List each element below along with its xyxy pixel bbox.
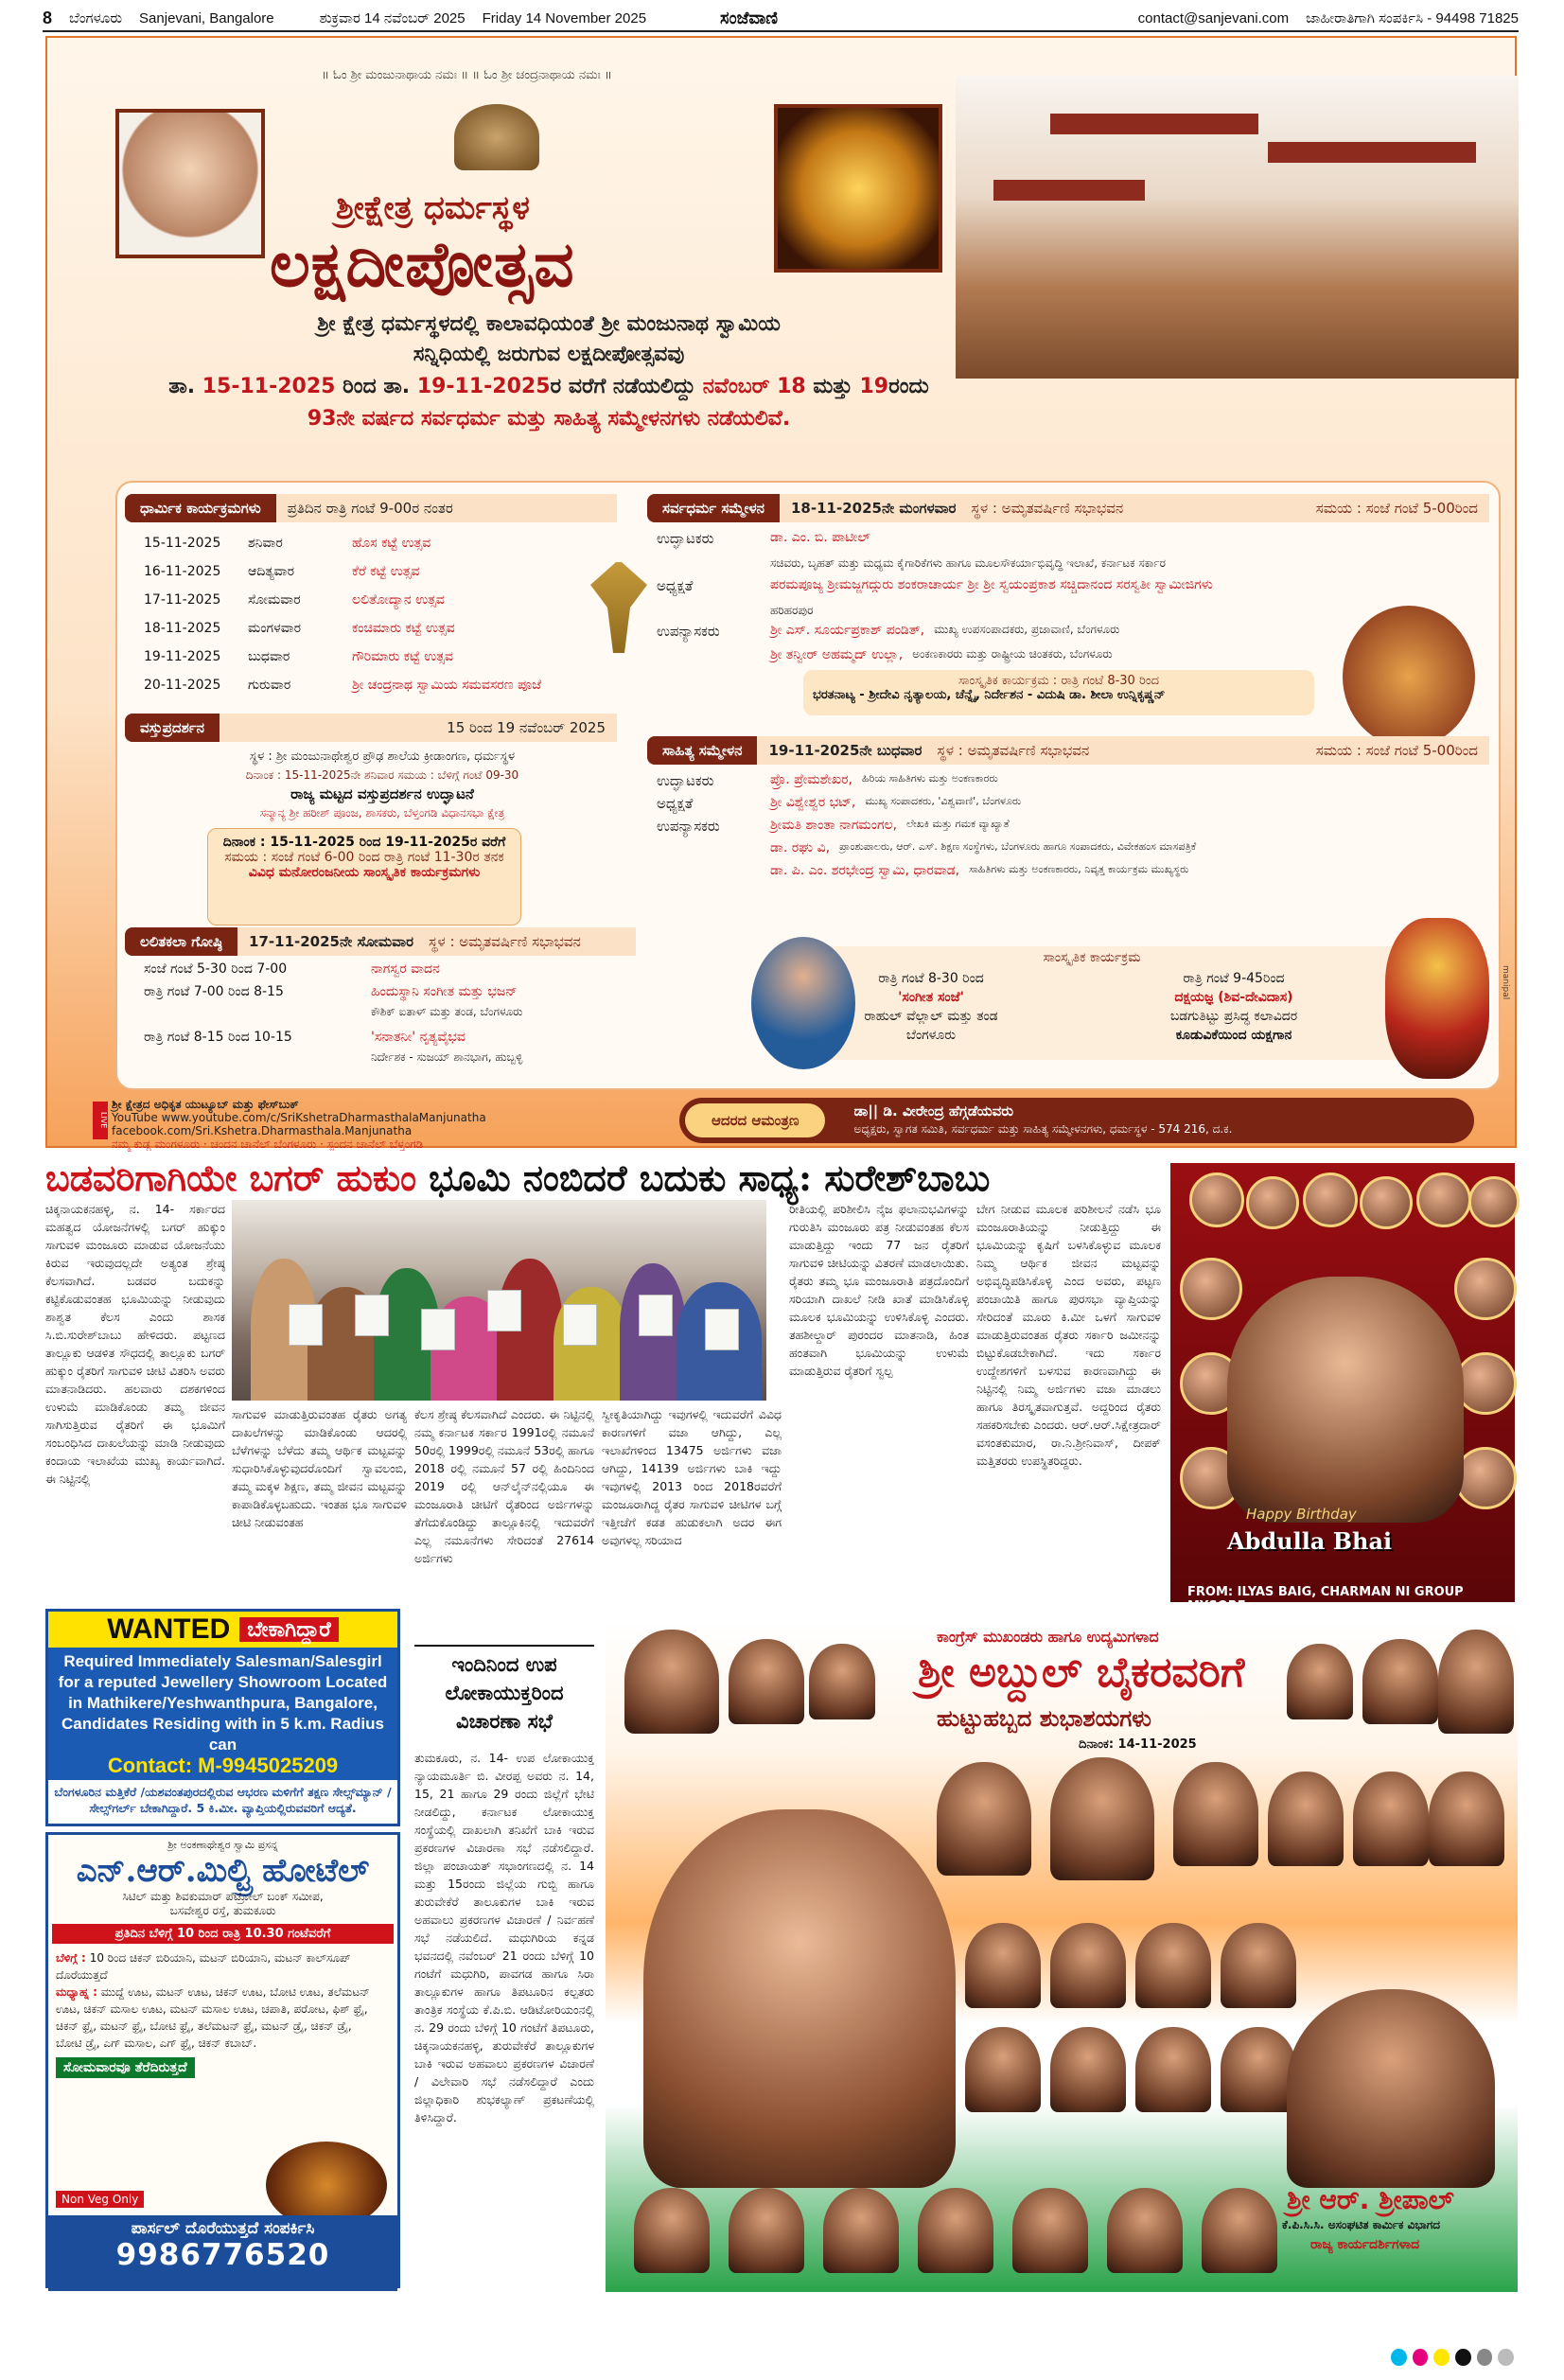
- religious-day: ಶನಿವಾರ: [248, 536, 283, 551]
- hotel-phone[interactable]: 9986776520: [115, 2238, 330, 2272]
- tagline-1: ಶ್ರೀ ಕ್ಷೇತ್ರ ಧರ್ಮಸ್ಥಳದಲ್ಲಿ ಕಾಲಾವಧಿಯಂತೆ ಶ್ರೀ ಮಂಜುನಾಥ ಸ್ವಾಮಿಯ: [317, 312, 781, 336]
- sahitya-detail: ಹಿರಿಯ ಸಾಹಿತಿಗಳು ಮತ್ತು ಅಂಕಣಕಾರರು: [861, 772, 998, 785]
- religious-event: ಶ್ರೀ ಚಂದ್ರನಾಥ ಸ್ವಾಮಿಯ ಸಮವಸರಣ ಪೂಜೆ: [352, 678, 542, 693]
- social-links[interactable]: ಶ್ರೀ ಕ್ಷೇತ್ರದ ಅಧಿಕೃತ ಯುಟ್ಯೂಬ್ ಮತ್ತು ಫೇಸ್‌ಬುಕ್ YouTube www.youtube.com/c/SriKshetraDharmasthalaManjunatha facebook.com/Sri.Kshetra.Dharmasthala.Manjunatha ನಮ್ಮ ಕುಡ್ಲ ಮಂಗಳೂರು · ಚಂದನ ಚಾನೆಲ್ ಬೆಂಗಳೂರು · ಸ್ಪಂದನ ಚಾನೆಲ್ ಬೆಳ್ತಂಗಡಿ: [112, 1098, 486, 1151]
- masthead-ads-contact: ಜಾಹೀರಾತಿಗಾಗಿ ಸಂಪರ್ಕಿಸಿ - 94498 71825: [1306, 9, 1519, 26]
- lokayukta-headline: ಇಂದಿನಿಂದ ಉಪ ಲೋಕಾಯುಕ್ತರಿಂದ ವಿಚಾರಣಾ ಸಭೆ: [414, 1645, 594, 1736]
- sahitya-person: ಪ್ರೊ. ಪ್ರೇಮಶೇಖರ,: [770, 772, 852, 787]
- sarvadharma-row: [657, 577, 1470, 618]
- tagline-3: ತಾ. 15-11-2025 ರಿಂದ ತಾ. 19-11-2025ರ ವರೆಗೆ ನಡೆಯಲಿದ್ದು ನವೆಂಬರ್ 18 ಮತ್ತು 19ರಂದು: [168, 375, 929, 398]
- yakshagana-photo: [1385, 918, 1489, 1079]
- religious-date: 15-11-2025: [144, 536, 221, 551]
- wanted-title: WANTED: [107, 1613, 231, 1645]
- article-headline: ಬಡವರಿಗಾಗಿಯೇ ಬಗರ್ ಹುಕುಂ ಭೂಮಿ ನಂಬಿದರೆ ಬದುಕು ಸಾಧ್ಯ: ಸುರೇಶ್‌ಬಾಬು: [45, 1156, 991, 1199]
- article-column-5: ರೀತಿಯಲ್ಲಿ ಪರಿಶೀಲಿಸಿ ನೈಜ ಫಲಾನುಭವಿಗಳನ್ನು ಗುರುತಿಸಿ ಮಂಜೂರು ಪತ್ರ ನೀಡುವಂತಹ ಕೆಲಸ ಮಾಡುತ್ತಿದ್ದು ಇಂದು 77 ಜನ ರೈತರಿಗೆ ಸಾಗುವಳಿ ಚೀಟಿಯನ್ನು ವಿತರಣೆ ಮಾಡಲಾಯಿತು. ರೈತರು ತಮ್ಮ ಭೂ ಮಂಜೂರಾತಿ ಪತ್ರದೊಂದಿಗೆ ಸರಿಯಾಗಿ ದಾಖಲೆ ನೀಡಿ ಖಾತೆ ಮಾಡಿಸಿಕೊಳ್ಳಿ ಮೂಲಕ ಭೂಮಿಯನ್ನು ಉಳಿಸಿಕೊಳ್ಳಿ ಎಂದರು. ತಹಶೀಲ್ದಾರ್ ಪುರಂದರ ಮಾತನಾಡಿ, ಹಿಂತ ಹಂತವಾಗಿ ಭೂಮಿಯನ್ನು ಉಳುಮೆ ಮಾಡುತ್ತಿರುವ ರೈತರಿಗೆ ಸ್ವಲ್ಪ: [789, 1202, 969, 1378]
- article-photo: [232, 1200, 766, 1401]
- religious-day: ಆದಿತ್ಯವಾರ: [248, 564, 294, 579]
- sahitya-row: [657, 863, 1470, 878]
- emblem-icon: [454, 104, 539, 170]
- masthead-date-kn: ಶುಕ್ರವಾರ 14 ನವೆಂಬರ್ 2025: [319, 9, 466, 26]
- sahitya-person: ಡಾ. ಪಿ. ಎಂ. ಶರಭೇಂದ್ರ ಸ್ವಾಮಿ, ಧಾರವಾಡ,: [770, 863, 960, 878]
- expo-band: ವಸ್ತುಪ್ರದರ್ಶನ 15 ರಿಂದ 19 ನವೆಂಬರ್ 2025: [125, 714, 617, 742]
- registration-marks: [1391, 2349, 1514, 2368]
- sarvadharma-row: [657, 530, 1470, 571]
- wanted-ad: [45, 1609, 400, 1826]
- lalitakala-event: ಹಿಂದುಸ್ಥಾನಿ ಸಂಗೀತ ಮತ್ತು ಭಜನ್: [371, 984, 518, 999]
- masthead-date-en: Friday 14 November 2025: [482, 9, 647, 26]
- religious-event: ಗೌರಿಮಾರು ಕಟ್ಟೆ ಉತ್ಸವ: [352, 649, 453, 664]
- lalitakala-row: [144, 1050, 522, 1065]
- sarvadharma-person: ಶ್ರೀ ಎಸ್. ಸೂರ್ಯಪ್ರಕಾಶ್ ಪಂಡಿತ್,: [770, 623, 925, 638]
- expo-guest: ಸನ್ಮಾನ್ಯ ಶ್ರೀ ಹರೀಶ್ ಪೂಂಜ, ಶಾಸಕರು, ಬೆಳ್ತಂಗಡಿ ವಿಧಾನಸಭಾ ಕ್ಷೇತ್ರ: [259, 806, 505, 820]
- live-badge: LIVE: [93, 1102, 108, 1139]
- lalitakala-event: ಕೌಶಿಕ್ ಐತಾಳ್ ಮತ್ತು ತಂಡ, ಬೆಂಗಳೂರು: [371, 1005, 523, 1018]
- sarvadharma-detail: ಅಂಕಣಕಾರರು ಮತ್ತು ರಾಷ್ಟ್ರೀಯ ಚಿಂತಕರು, ಬೆಂಗಳೂರು: [912, 647, 1113, 661]
- sahitya-person: ಡಾ. ರಘು ವಿ,: [770, 840, 831, 855]
- invocation: ॥ ಓಂ ಶ್ರೀ ಮಂಜುನಾಥಾಯ ನಮಃ ॥ ॥ ಓಂ ಶ್ರೀ ಚಂದ್ರನಾಥಾಯ ನಮಃ ॥: [322, 68, 612, 82]
- deity-photo: [774, 104, 942, 273]
- expo-venue: ಸ್ಥಳ : ಶ್ರೀ ಮಂಜುನಾಥೇಶ್ವರ ಪ್ರೌಢ ಶಾಲೆಯ ಕ್ರೀಡಾಂಗಣ, ಧರ್ಮಸ್ಥಳ: [249, 749, 516, 764]
- lalitakala-event: ನಾಗಸ್ವರ ವಾದನ: [371, 961, 440, 977]
- hotel-menu-afternoon: ಮಧ್ಯಾಹ್ನ : ಮುದ್ದೆ ಊಟ, ಮಟನ್ ಊಟ, ಚಿಕನ್ ಊಟ, ಬೋಟಿ ಊಟ, ತಲೆಮಟನ್ ಊಟ, ಚಿಕನ್ ಮಸಾಲ ಊಟ, ಮಟನ್ ಮಸಾಲ ಊಟ, ಚಪಾತಿ, ಪರೋಟ, ಫಿಶ್ ಫ್ರೈ, ಚಿಕನ್ ಫ್ರೈ, ಮಟನ್ ಫ್ರೈ, ಬೋಟಿ ಫ್ರೈ, ತಲೆಮಟನ್ ಫ್ರೈ, ಮಟನ್ ಡ್ರೈ, ಚಿಕನ್ ಡ್ರೈ, ಬೋಟಿ ಡ್ರೈ, ಎಗ್ ಮಸಾಲ, ಎಗ್ ಫ್ರೈ, ಚಿಕನ್ ಕಬಾಬ್.: [56, 1985, 370, 2050]
- portrait-photo: [115, 109, 265, 258]
- hotel-ad: [45, 1832, 400, 2288]
- sahitya-role: [657, 863, 761, 878]
- sahitya-detail: ಪ್ರಾಂಶುಪಾಲರು, ಆರ್. ಎಸ್. ಶಿಕ್ಷಣ ಸಂಸ್ಥೆಗಳು, ಬೆಂಗಳೂರು ಹಾಗೂ ಸಂಪಾದಕರು, ವಿವೇಕಹಂಸ ಮಾಸಪತ್ರಿಕೆ: [839, 840, 1197, 853]
- invitation-label: ಆದರದ ಆಮಂತ್ರಣ: [685, 1103, 825, 1137]
- greeting-ad: [606, 1620, 1518, 2292]
- sahitya-cultural: ಸಾಂಸ್ಕೃತಿಕ ಕಾರ್ಯಕ್ರಮ ರಾತ್ರಿ ಗಂಟೆ 8-30 ರಿಂದ 'ಸಂಗೀತ ಸಂಜೆ' ರಾಹುಲ್ ವೆಲ್ಲಾಲ್ ಮತ್ತು ತಂಡ ಬೆಂಗಳೂರು ರಾತ್ರಿ ಗಂಟೆ 9-45ರಿಂದ ದಕ್ಷಯಜ್ಞ (ಶಿವ-ದೇವಿದಾಸ) ಬಡಗುತಿಟ್ಟು ಪ್ರಸಿದ್ಧ ಕಲಾವಿದರ ಕೂಡುವಿಕೆಯಿಂದ ಯಕ್ಷಗಾನ: [770, 946, 1414, 1060]
- festival-title: ಲಕ್ಷದೀಪೋತ್ಸವ: [270, 227, 575, 301]
- sahitya-row: [657, 840, 1470, 855]
- religious-date: 19-11-2025: [144, 649, 221, 664]
- tagline-2: ಸನ್ನಿಧಿಯಲ್ಲಿ ಜರುಗುವ ಲಕ್ಷದೀಪೋತ್ಸವವು: [413, 343, 685, 366]
- hotel-address-2: ಬಸವೇಶ್ವರ ರಸ್ತೆ, ತುಮಕೂರು: [169, 1904, 276, 1917]
- religious-row: [144, 592, 445, 608]
- sarvadharma-person: ಶ್ರೀ ತನ್ವೀರ್ ಅಹಮ್ಮದ್ ಉಲ್ಲಾ,: [770, 647, 904, 662]
- sarvadharma-row: [657, 623, 1470, 640]
- invitation-band: [679, 1098, 1474, 1143]
- birthday-hero-photo: [1227, 1277, 1464, 1523]
- hotel-menu-morning: ಬೆಳಿಗ್ಗೆ : 10 ರಿಂದ ಚಿಕನ್ ಬಿರಿಯಾನಿ, ಮಟನ್ ಬಿರಿಯಾನಿ, ಮಟನ್ ಕಾಲ್‌ಸೂಪ್ ದೊರೆಯುತ್ತದೆ: [56, 1951, 351, 1982]
- religious-row: [144, 564, 419, 579]
- lalitakala-time: ಸಂಜೆ ಗಂಟೆ 5-30 ರಿಂದ 7-00: [144, 961, 288, 977]
- sarvadharma-detail: ಸಚಿವರು, ಬೃಹತ್ ಮತ್ತು ಮಧ್ಯಮ ಕೈಗಾರಿಕೆಗಳು ಹಾಗೂ ಮೂಲಸೌಕರ್ಯಾಭಿವೃದ್ಧಿ ಇಲಾಖೆ, ಕರ್ನಾಟಕ ಸರ್ಕಾರ: [770, 556, 1166, 570]
- wanted-title-kn: ಬೇಕಾಗಿದ್ದಾರೆ: [239, 1617, 338, 1642]
- wanted-body-kn: ಬೆಂಗಳೂರಿನ ಮತ್ತಿಕೆರೆ /ಯಶವಂತಪುರದಲ್ಲಿರುವ ಆಭರಣ ಮಳಿಗೆಗೆ ತಕ್ಷಣ ಸೇಲ್ಸ್‌ಮ್ಯಾನ್ /ಸೇಲ್ಸ್‌ಗರ್ಲ್ ಬೇಕಾಗಿದ್ದಾರೆ. 5 ಕಿ.ಮೀ. ವ್ಯಾಪ್ತಿಯಲ್ಲಿರುವವರಿಗೆ ಆದ್ಯತೆ.: [54, 1785, 392, 1815]
- religious-event: ಕೆರೆ ಕಟ್ಟೆ ಉತ್ಸವ: [352, 564, 420, 579]
- lalitakala-row: [144, 961, 440, 977]
- sahitya-role: [657, 840, 761, 855]
- lalitakala-event: ನಿರ್ದೇಶಕ - ಸುಜಯ್ ಶಾನಭಾಗ, ಹುಬ್ಬಳ್ಳಿ: [371, 1050, 523, 1064]
- lalitakala-time: ರಾತ್ರಿ ಗಂಟೆ 8-15 ರಿಂದ 10-15: [144, 1030, 292, 1045]
- greeter-role-2: ರಾಜ್ಯ ಕಾರ್ಯದರ್ಶಿಗಳಾದ: [1310, 2237, 1420, 2252]
- religious-day: ಮಂಗಳವಾರ: [248, 621, 302, 636]
- hotel-address-1: ಸಿಟಿಲ್ ಮತ್ತು ಶಿವಕುಮಾರ್ ಪೆಟ್ರೋಲ್ ಬಂಕ್ ಸಮೀಪ,: [122, 1890, 324, 1903]
- sarvadharma-person: ಪರಮಪೂಜ್ಯ ಶ್ರೀಮಜ್ಜಗದ್ಗುರು ಶಂಕರಾಚಾರ್ಯ ಶ್ರೀ ಶ್ರೀ ಸ್ವಯಂಪ್ರಕಾಶ ಸಚ್ಚಿದಾನಂದ ಸರಸ್ವತೀ ಸ್ವಾಮೀಜಿಗಳು: [770, 577, 1213, 592]
- greeting-hero-photo: [643, 1809, 956, 2188]
- religious-date: 17-11-2025: [144, 592, 221, 608]
- hotel-open-monday: ಸೋಮವಾರವೂ ತೆರೆದಿರುತ್ತದೆ: [56, 2057, 195, 2078]
- birthday-from: FROM: ILYAS BAIG, CHARMAN NI GROUP MYSORE: [1187, 1585, 1464, 1613]
- sahitya-detail: ಮುಖ್ಯ ಸಂಪಾದಕರು, 'ವಿಶ್ವವಾಣಿ', ಬೆಂಗಳೂರು: [865, 795, 1022, 807]
- article-column-3: ಕೆಲಸ ಶ್ರೇಷ್ಠ ಕೆಲಸವಾಗಿದೆ ಎಂದರು. ಈ ನಿಟ್ಟಿನಲ್ಲಿ ನಮ್ಮ ಕರ್ನಾಟಕ ಸರ್ಕಾರ 1991ರಲ್ಲಿ ನಮೂನೆ 50ರಲ್ಲಿ 1999ರಲ್ಲಿ ನಮೂನೆ 53ರಲ್ಲಿ ಹಾಗೂ 2018 ರಲ್ಲಿ ನಮೂನೆ 57 ರಲ್ಲಿ ಹಿಂದಿನಿಂದ 2019 ರಲ್ಲಿ ಆನ್‌ಲೈನ್‌ನಲ್ಲಿಯೂ ಈ ಮಂಜೂರಾತಿ ಚೀಟಿಗೆ ರೈತರಿಂದ ಅರ್ಜಿಗಳನ್ನು ತೆಗೆದುಕೊಂಡಿದ್ದು ತಾಲ್ಲೂಕಿನಲ್ಲಿ ಇದುವರೆಗೆ ಎಲ್ಲ ನಮೂನೆಗಳು ಸೇರಿದಂತೆ 27614 ಅರ್ಜಿಗಳು: [414, 1407, 594, 1565]
- sarvadharma-band: ಸರ್ವಧರ್ಮ ಸಮ್ಮೇಳನ 18-11-2025ನೇ ಮಂಗಳವಾರ ಸ್ಥಳ : ಅಮೃತವರ್ಷಿಣಿ ಸಭಾಭವನ ಸಮಯ : ಸಂಜೆ ಗಂಟೆ 5-00ರಿಂದ: [647, 494, 1489, 522]
- ad-credit: manipal: [1501, 965, 1510, 1000]
- wanted-contact[interactable]: Contact: M-9945025209: [107, 1754, 339, 1777]
- hotel-name: ಎನ್.ಆರ್.ಮಿಲ್ಟ್ರಿ ಹೋಟೆಲ್: [76, 1852, 370, 1890]
- temple-photo: [956, 76, 1519, 379]
- expo-inauguration-time: ದಿನಾಂಕ : 15-11-2025ನೇ ಶನಿವಾರ ಸಮಯ : ಬೆಳಿಗ್ಗೆ ಗಂಟೆ 09-30: [245, 768, 519, 782]
- hotel-hours: ಪ್ರತಿದಿನ ಬೆಳಿಗ್ಗೆ 10 ರಿಂದ ರಾತ್ರಿ 10.30 ಗಂಟೆವರೆಗೆ: [52, 1924, 394, 1944]
- non-veg-badge: Non Veg Only: [56, 2191, 144, 2208]
- religious-row: [144, 678, 541, 693]
- lamp-icon: [590, 502, 647, 653]
- lokayukta-body: ತುಮಕೂರು, ನ. 14- ಉಪ ಲೋಕಾಯುಕ್ತ ನ್ಯಾಯಮೂರ್ತಿ ಬಿ. ವೀರಪ್ಪ ಅವರು ನ. 14, 15, 21 ಹಾಗೂ 29 ರಂದು ಜಿಲ್ಲೆಗೆ ಭೇಟಿ ನೀಡಲಿದ್ದು, ಕರ್ನಾಟಕ ಲೋಕಾಯುಕ್ತ ಸಂಸ್ಥೆಯಲ್ಲಿ ದಾಖಲಾಗಿ ತನಿಖೆಗೆ ಬಾಕಿ ಇರುವ ಪ್ರಕರಣಗಳ ವಿಚಾರಣಾ ಸಭೆ ನಡೆಸಲಿದ್ದಾರೆ. ಜಿಲ್ಲಾ ಪಂಚಾಯತ್ ಸಭಾಂಗಣದಲ್ಲಿ ನ. 14 ಮತ್ತು 15ರಂದು ಜಿಲ್ಲೆಯ ಗುಬ್ಬಿ ಹಾಗೂ ತುರುವೇಕೆರೆ ತಾಲೂಕುಗಳ ಬಾಕಿ ಇರುವ ಅಹವಾಲು ಪ್ರಕರಣಗಳ ವಿಚಾರಣೆ / ನಿರ್ವಹಣೆ ಸಭೆ ನಡೆಯಲಿದೆ. ಮಧುಗಿರಿಯ ಕನ್ನಡ ಭವನದಲ್ಲಿ ನವೆಂಬರ್ 21 ರಂದು ಬೆಳಿಗ್ಗೆ 10 ಗಂಟೆಗೆ ಮಧುಗಿರಿ, ಪಾವಗಡ ಹಾಗೂ ಸಿರಾ ತಾಲ್ಲೂಕುಗಳ ಹಾಗೂ ತಿಪಟೂರಿನ ಕಲ್ಪತರು ತಾಂತ್ರಿಕ ಸಂಸ್ಥೆಯ ಕೆ.ಪಿ.ಬಿ. ಆಡಿಟೋರಿಯಂನಲ್ಲಿ ನ. 29 ರಂದು ಬೆಳಿಗ್ಗೆ 10 ಗಂಟೆಗೆ ತಿಪಟೂರು, ಚಿಕ್ಕನಾಯಕನಹಳ್ಳಿ, ತುರುವೇಕೆರೆ ತಾಲ್ಲೂಕುಗಳ ಬಾಕಿ ಇರುವ ಅಹವಾಲು ಪ್ರಕರಣಗಳ ವಿಚಾರಣೆ / ವಿಲೇವಾರಿ ಸಭೆ ನಡೆಸಲಿದ್ದಾರೆ ಎಂದು ಜಿಲ್ಲಾಧಿಕಾರಿ ಶುಭಕಲ್ಯಾಣ್ ಪ್ರಕಟಣೆಯಲ್ಲಿ ತಿಳಿಸಿದ್ದಾರೆ.: [414, 1751, 594, 2124]
- sarvadharma-detail: ಹರಿಹರಪುರ: [770, 604, 814, 617]
- greeter-role: ಕೆ.ಪಿ.ಸಿ.ಸಿ. ಅಸಂಘಟಿತ ಕಾರ್ಮಿಕ ವಿಭಾಗದ: [1282, 2218, 1441, 2231]
- sahitya-person: ಶ್ರೀಮತಿ ಶಾಂತಾ ನಾಗಮಂಗಲ,: [770, 818, 898, 833]
- religious-date: 16-11-2025: [144, 564, 221, 579]
- sahitya-row: [657, 795, 1470, 812]
- lakshadeepotsava-ad: [45, 36, 1517, 1151]
- religious-event: ಕಂಚಿಮಾರು ಕಟ್ಟೆ ಉತ್ಸವ: [352, 621, 455, 636]
- sahitya-row: [657, 818, 1470, 835]
- footer-band: [93, 1098, 1474, 1151]
- religious-row: [144, 621, 455, 636]
- greeting-name: ಶ್ರೀ ಅಬ್ದುಲ್ ಬೈಕರವರಿಗೆ: [918, 1648, 1245, 1697]
- sahitya-person: ಶ್ರೀ ವಿಶ್ವೇಶ್ವರ ಭಟ್,: [770, 795, 856, 810]
- sarvadharma-person: ಡಾ. ಎಂ. ಬಿ. ಪಾಟೀಲ್: [770, 530, 870, 545]
- religious-day: ಸೋಮವಾರ: [248, 592, 301, 608]
- sarvadharma-cultural: ಸಾಂಸ್ಕೃತಿಕ ಕಾರ್ಯಕ್ರಮ : ರಾತ್ರಿ ಗಂಟೆ 8-30 ರಿಂದ ಭರತನಾಟ್ಯ - ಶ್ರೀದೇವಿ ನೃತ್ಯಾಲಯ, ಚೆನ್ನೈ, ನಿರ್ದೇಶನ - ವಿದುಷಿ ಡಾ. ಶೀಲಾ ಉನ್ನಿಕೃಷ್ಣನ್: [803, 670, 1314, 715]
- sahitya-row: [657, 772, 1470, 789]
- religious-day: ಬುಧವಾರ: [248, 649, 290, 664]
- masthead: [43, 6, 1519, 32]
- singer-photo: [751, 937, 855, 1069]
- masthead-city: ಬೆಂಗಳೂರು: [69, 9, 123, 26]
- religious-event: ಹೊಸ ಕಟ್ಟೆ ಉತ್ಸವ: [352, 536, 431, 551]
- lalitakala-band: ಲಲಿತಕಲಾ ಗೋಷ್ಠಿ 17-11-2025ನೇ ಸೋಮವಾರ ಸ್ಥಳ : ಅಮೃತವರ್ಷಿಣಿ ಸಭಾಭವನ: [125, 927, 636, 956]
- religious-event: ಲಲಿತೋದ್ಯಾನ ಉತ್ಸವ: [352, 592, 445, 608]
- lalitakala-time: [144, 1005, 371, 1019]
- religious-band: ಧಾರ್ಮಿಕ ಕಾರ್ಯಕ್ರಮಗಳು ಪ್ರತಿದಿನ ರಾತ್ರಿ ಗಂಟೆ 9-00ರ ನಂತರ: [125, 494, 617, 522]
- tagline-4: 93ನೇ ವರ್ಷದ ಸರ್ವಧರ್ಮ ಮತ್ತು ಸಾಹಿತ್ಯ ಸಮ್ಮೇಳನಗಳು ನಡೆಯಲಿವೆ.: [307, 407, 791, 431]
- wanted-body: Required Immediately Salesman/Salesgirl for a reputed Jewellery Showroom Located in Mathikere/Yeshwanthpura, Bangalore, Candidates Residing with in 5 k.m. Radius can: [58, 1652, 388, 1754]
- expo-inauguration: ರಾಜ್ಯ ಮಟ್ಟದ ವಸ್ತುಪ್ರದರ್ಶನ ಉದ್ಘಾಟನೆ: [290, 785, 474, 802]
- lalitakala-time: ರಾತ್ರಿ ಗಂಟೆ 7-00 ರಿಂದ 8-15: [144, 984, 284, 999]
- hotel-invocation: ಶ್ರೀ ಅಂಕಣಾಥೇಶ್ವರ ಸ್ವಾಮಿ ಪ್ರಸನ್ನ: [167, 1839, 278, 1851]
- sahitya-detail: ಲೇಖಕಿ ಮತ್ತು ಗಮಕ ವ್ಯಾಖ್ಯಾತೆ: [906, 818, 1010, 830]
- religious-date: 20-11-2025: [144, 678, 221, 693]
- sarvadharma-detail: ಮುಖ್ಯ ಉಪಸಂಪಾದಕರು, ಪ್ರಜಾವಾಣಿ, ಬೆಂಗಳೂರು: [934, 623, 1120, 636]
- article-column-2: ಸಾಗುವಳಿ ಮಾಡುತ್ತಿರುವಂತಹ ರೈತರು ಅಗತ್ಯ ದಾಖಲೆಗಳನ್ನು ಮಾಡಿಕೊಂಡು ಆದರಲ್ಲಿ ಬೆಳೆಗಳನ್ನು ಬೆಳೆದು ತಮ್ಮ ಆರ್ಥಿಕ ಮಟ್ಟವನ್ನು ಸುಧಾರಿಸಿಕೊಳ್ಳುವುದರೊಂದಿಗೆ ಸ್ವಾವಲಂಬಿ, ತಮ್ಮ ಮಕ್ಕಳ ಶಿಕ್ಷಣ, ತಮ್ಮ ಜೀವನ ಮಟ್ಟವನ್ನು ಕಾಪಾಡಿಕೊಳ್ಳಬಹುದು. ಇಂತಹ ಭೂ ಸಾಗುವಳಿ ಚೀಟಿ ನೀಡುವಂತಹ: [232, 1407, 407, 1529]
- lalitakala-row: [144, 984, 518, 999]
- hotel-parcel: ಪಾರ್ಸಲ್ ದೊರೆಯುತ್ತದೆ ಸಂಪರ್ಕಿಸಿ 9986776520: [48, 2215, 397, 2291]
- article-column-4: ಸ್ವೀಕೃತಿಯಾಗಿದ್ದು ಇವುಗಳಲ್ಲಿ ಇದುವರೆಗೆ ವಿವಿಧ ಕಾರಣಗಳಿಗೆ ವಜಾ ಆಗಿದ್ದು, ಎಲ್ಲ ಇಲಾಖೆಗಳಿಂದ 13475 ಅರ್ಜಿಗಳು ವಜಾ ಆಗಿದ್ದು, 14139 ಅರ್ಜಿಗಳು ಬಾಕಿ ಇದ್ದು ಇವುಗಳಲ್ಲಿ 2013 ರಿಂದ 2018ರವರೆಗೆ ಮಂಜೂರಾಗಿದ್ದ ರೈತರ ಸಾಗುವಳಿ ಚೀಟಿಗಳ ಬಗ್ಗೆ ಇತ್ತೀಚೆಗೆ ಕಡತ ಹುಡುಕಲಾಗಿ ಅದರ ಈಗ ಅವುಗಳಲ್ಲ ಸರಿಯಾದ: [602, 1407, 782, 1547]
- masthead-email[interactable]: contact@sanjevani.com: [1137, 9, 1290, 26]
- birthday-name: Abdulla Bhai: [1227, 1527, 1393, 1555]
- place-title: ಶ್ರೀಕ್ಷೇತ್ರ ಧರ್ಮಸ್ಥಳ: [336, 189, 530, 227]
- sarvadharma-role: [657, 647, 761, 662]
- lalitakala-row: [144, 1030, 466, 1045]
- greeting-date: ದಿನಾಂಕ: 14-11-2025: [1079, 1737, 1197, 1752]
- masthead-edition: Sanjevani, Bangalore: [139, 9, 274, 26]
- sahitya-detail: ಸಾಹಿತಿಗಳು ಮತ್ತು ಅಂಕಣಕಾರರು, ನಿವೃತ್ತ ಕಾರ್ಯಕ್ರಮ ಮುಖ್ಯಸ್ಥರು: [969, 863, 1189, 875]
- birthday-greeting: Happy Birthday: [1246, 1506, 1357, 1523]
- host-role: ಅಧ್ಯಕ್ಷರು, ಸ್ವಾಗತ ಸಮಿತಿ, ಸರ್ವಧರ್ಮ ಮತ್ತು ಸಾಹಿತ್ಯ ಸಮ್ಮೇಳನಗಳು, ಧರ್ಮಸ್ಥಳ - 574 216, ದ.ಕ.: [853, 1122, 1233, 1136]
- lalitakala-time: [144, 1050, 371, 1065]
- sarvadharma-role: ಅಧ್ಯಕ್ಷತೆ: [657, 577, 694, 594]
- birthday-ad: [1168, 1160, 1518, 1613]
- sahitya-role: ಅಧ್ಯಕ್ಷತೆ: [657, 795, 694, 812]
- greeting-intro: ಕಾಂಗ್ರೆಸ್ ಮುಖಂಡರು ಹಾಗೂ ಉದ್ಯಮಿಗಳಾದ: [937, 1628, 1159, 1646]
- religious-row: [144, 649, 453, 664]
- sarvadharma-role: ಉಪನ್ಯಾಸಕರು: [657, 623, 720, 640]
- article-column-1: ಚಿಕ್ಕನಾಯಕನಹಳ್ಳಿ, ನ. 14- ಸರ್ಕಾರದ ಮಹತ್ವದ ಯೋಜನೆಗಳಲ್ಲಿ ಬಗರ್ ಹುಕ್ಕುಂ ಸಾಗುವಳಿ ಮಂಜೂರು ಮಾಡುವ ಯೋಜನೆಯು ಕಿರುವ ಇರುವುದಲ್ಲದೇ ಅತ್ಯಂತ ಶ್ರೇಷ್ಠ ಕೆಲಸವಾಗಿದೆ. ಬಡವರ ಬದುಕನ್ನು ಕಟ್ಟಿಕೊಡುವಂತಹ ಭೂಮಿಯನ್ನು ನೀಡುವುದು ಶಾಶ್ವತ ಕೆಲಸ ಎಂದು ಶಾಸಕ ಸಿ.ಬಿ.ಸುರೇಶ್‌ಬಾಬು ಹೇಳಿದರು. ಪಟ್ಟಣದ ತಾಲ್ಲೂಕು ಆಡಳಿತ ಸೌಧದಲ್ಲಿ ತಾಲ್ಲೂಕು ಬಗರ್ ಹುಕ್ಕುಂ ರೈತರಿಗೆ ಸಾಗುವಳಿ ಚೀಟಿ ವಿತರಿಸಿ ಅವರು ಮಾತನಾಡಿದರು. ಹಲವಾರು ದಶಕಗಳಿಂದ ಉಳುಮೆ ಮಾಡಿಕೊಂಡು ತಮ್ಮ ಜೀವನ ಸಾಗಿಸುತ್ತಿರುವ ರೈತರಿಗೆ ಈ ಭೂಮಿಗೆ ಸಂಬಂಧಿಸಿದ ದಾಖಲೆಯನ್ನು ಮಾಡಿ ನೀಡುವುದು ಕಂದಾಯ ಇಲಾಖೆಯ ಮುಖ್ಯ ಕಾರ್ಯವಾಗಿದೆ. ಈ ನಿಟ್ಟಿನಲ್ಲಿ: [45, 1202, 225, 1486]
- sarvadharma-role: ಉದ್ಘಾಟಕರು: [657, 530, 714, 547]
- greeting-wish: ಹುಟ್ಟುಹಬ್ಬದ ಶುಭಾಶಯಗಳು: [937, 1705, 1151, 1732]
- sahitya-role: ಉಪನ್ಯಾಸಕರು: [657, 818, 720, 835]
- religious-row: [144, 536, 431, 551]
- page-number: 8: [43, 8, 53, 27]
- lalitakala-event: 'ಸನಾತನೀ' ನೃತ್ಯವೈಭವ: [371, 1030, 466, 1045]
- sahitya-role: ಉದ್ಘಾಟಕರು: [657, 772, 714, 789]
- article-column-6: ಬೇಗ ನೀಡುವ ಮೂಲಕ ಪರಿಶೀಲನೆ ನಡೆಸಿ ಭೂ ಮಂಜೂರಾತಿಯನ್ನು ನೀಡುತ್ತಿದ್ದು ಈ ಭೂಮಿಯನ್ನು ಕೃಷಿಗೆ ಬಳಸಿಕೊಳ್ಳುವ ಮೂಲಕ ನಿಮ್ಮ ಆರ್ಥಿಕ ಜೀವನ ಮಟ್ಟವನ್ನು ಅಭಿವೃದ್ಧಿಪಡಿಸಿಕೊಳ್ಳಿ ಎಂದ ಅವರು, ಪಟ್ಟಣ ಪಂಚಾಯಿತಿ ಹಾಗೂ ಪುರಸಭಾ ವ್ಯಾಪ್ತಿಯನ್ನು ಸೇರಿದಂತೆ ಮೂರು ಕಿ.ಮೀ ಒಳಗೆ ಸಾಗುವಳಿ ಮಾಡುತ್ತಿರುವಂತಹ ರೈತರು ಸರ್ಕಾರಿ ಜಮೀನನ್ನು ಬಿಟ್ಟುಕೊಡಬೇಕಾಗಿದೆ. ಇದು ಸರ್ಕಾರ ಉದ್ದೇಶಗಳಿಗೆ ಬಳಸುವ ಕಾರಣವಾಗಿದ್ದು ಈ ನಿಟ್ಟಿನಲ್ಲಿ ನಿಮ್ಮ ಅರ್ಜಿಗಳು ವಜಾ ಮಾಡಲು ಹಾಗೂ ತಿರಸ್ಕೃತವಾಗುತ್ತವೆ. ಅದ್ದರಿಂದ ರೈತರು ಸಹಕರಿಸಬೇಕು ಎಂದರು. ಆರ್.ಆರ್.ಸಿಕ್ಷೇತ್ರದಾರ್ ವಸಂತಕುಮಾರ, ರಾ.ನಿ.ಶ್ರೀನಿವಾಸ್, ದೀಪಕ್ ಮತ್ತಿತರರು ಉಪಸ್ಥಿತರಿದ್ದರು.: [976, 1202, 1161, 1468]
- lalitakala-row: [144, 1005, 522, 1019]
- religious-date: 18-11-2025: [144, 621, 221, 636]
- host-name: ಡಾ|| ಡಿ. ವೀರೇಂದ್ರ ಹೆಗ್ಗಡೆಯವರು: [853, 1102, 1013, 1119]
- expo-evening-box: ದಿನಾಂಕ : 15-11-2025 ರಿಂದ 19-11-2025ರ ವರೆಗೆ ಸಮಯ : ಸಂಜೆ ಗಂಟೆ 6-00 ರಿಂದ ರಾತ್ರಿ ಗಂಟೆ 11-30ರ ತನಕ ವಿವಿಧ ಮನೋರಂಜನೀಯ ಸಾಂಸ್ಕೃತಿಕ ಕಾರ್ಯಕ್ರಮಗಳು: [207, 828, 521, 926]
- greeter-name: ಶ್ರೀ ಆರ್. ಶ್ರೀಪಾಲ್: [1287, 2184, 1454, 2215]
- sahitya-band: ಸಾಹಿತ್ಯ ಸಮ್ಮೇಳನ 19-11-2025ನೇ ಬುಧವಾರ ಸ್ಥಳ : ಅಮೃತವರ್ಷಿಣಿ ಸಭಾಭವನ ಸಮಯ : ಸಂಜೆ ಗಂಟೆ 5-00ರಿಂದ: [647, 736, 1489, 765]
- masthead-logo: ಸಂಜೆವಾಣಿ: [720, 8, 779, 27]
- dancer-photo: [1343, 606, 1475, 748]
- religious-day: ಗುರುವಾರ: [248, 678, 291, 693]
- schedule-panel: [115, 481, 1501, 1090]
